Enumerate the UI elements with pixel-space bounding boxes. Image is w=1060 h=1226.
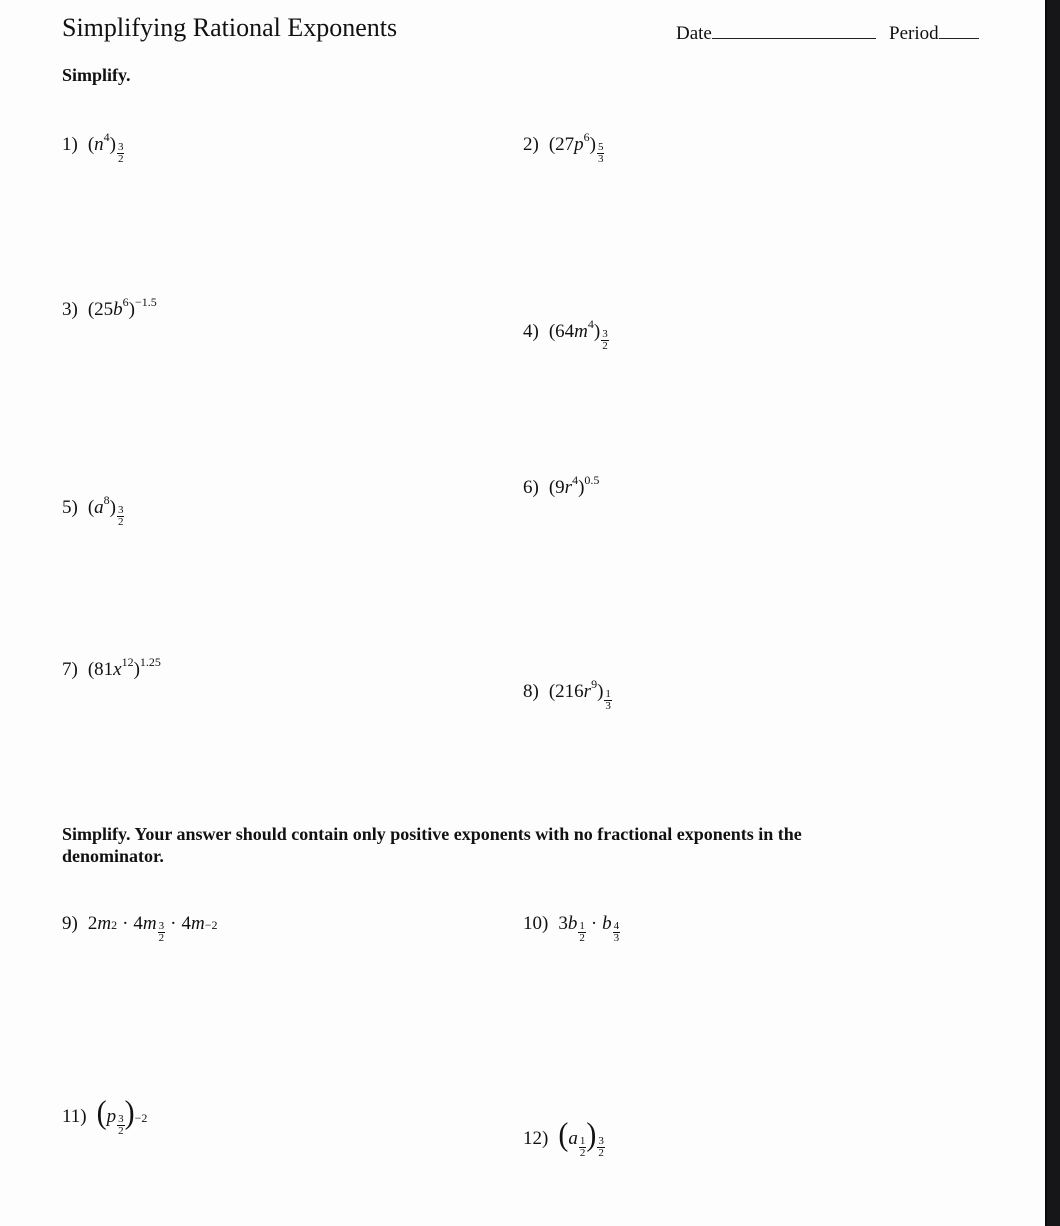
problem-5: 5) $(a^8)$ $\frac{3}{2}$ [62,493,124,528]
problem-3: 3) $(25b^6)^{-1.5}$ [62,295,157,320]
problem-8: 8) $(216r^9)$ $\frac{1}{3}$ [523,677,611,712]
problem-12: 12) ( a $\frac{1}{2}$ ) $\frac{3}{2}$ [523,1116,604,1159]
section2-instructions: Simplify. Your answer should contain only positive exponents with no fractional exponents in the denominator. [62,824,802,866]
period-label: Period [889,23,939,44]
date-field[interactable] [676,20,876,45]
period-field[interactable] [889,20,979,45]
problem-1: 1) $(n^4)$ $\frac{3}{2}$ [62,130,124,165]
problem-9: 9) 2 m 2 · 4 m $\frac{3}{2}$ · 4 m −2 [62,913,218,944]
problem-4: 4) $(64m^4)$ $\frac{3}{2}$ [523,317,608,352]
problem-11: 11) ( p $\frac{3}{2}$ ) −2 [62,1094,148,1137]
window-edge-strip [1045,0,1060,1226]
date-blank[interactable] [712,20,876,39]
date-label: Date [676,23,712,44]
worksheet-title: Simplifying Rational Exponents [62,13,398,42]
problem-2: 2) $(27p^6)$ $\frac{5}{3}$ [523,130,604,165]
problem-10: 10) 3 b $\frac{1}{2}$ · b $\frac{4}{3}$ [523,913,620,944]
period-blank[interactable] [939,20,979,39]
section1-instructions: Simplify. [62,65,131,85]
problem-6: 6) $(9r^4)^{0.5}$ [523,473,600,498]
problem-7: 7) $(81x^{12})^{1.25}$ [62,655,161,680]
